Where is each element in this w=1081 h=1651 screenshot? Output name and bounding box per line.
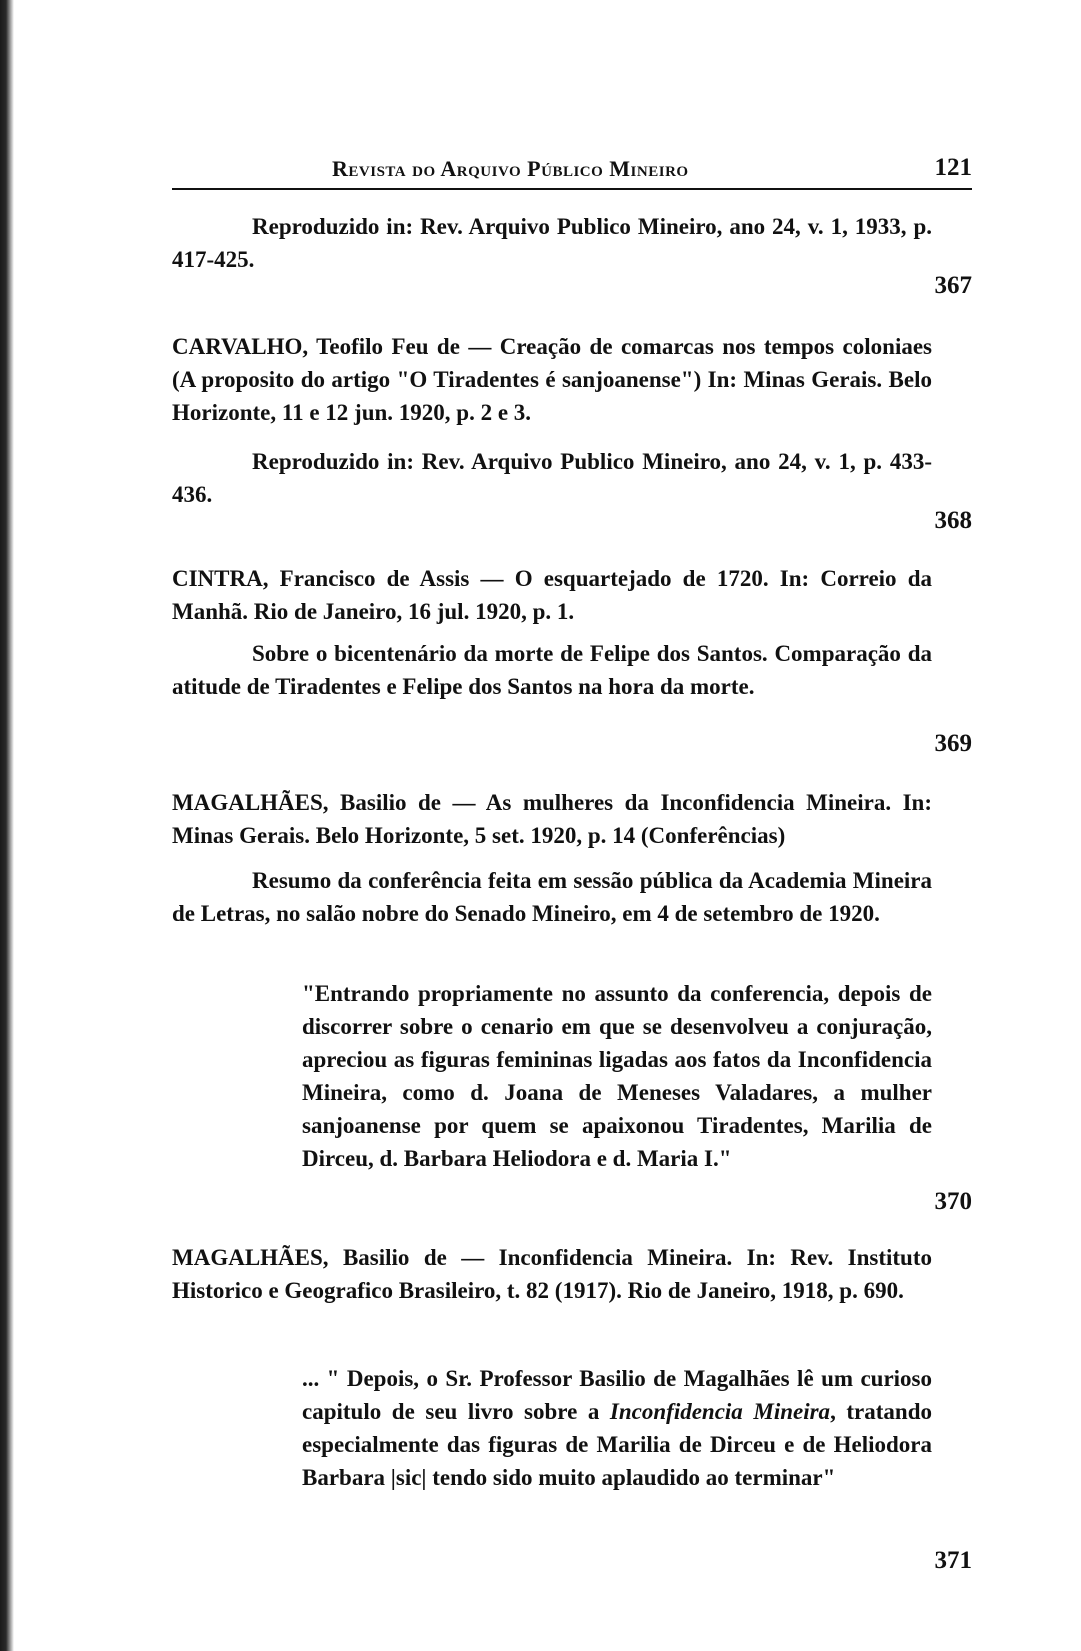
running-header bbox=[172, 152, 972, 190]
citation: MAGALHÃES, Basilio de — Inconfidencia Mineira. In: Rev. Instituto Historico e Geografico Brasileiro, t. 82 (1917). Rio de Janeiro, 1918, p. 690. bbox=[172, 1245, 932, 1303]
quote-text: , tratando especialmente das figuras de Marilia de Dirceu e de Heliodora Barbara |sic| tendo sido muito aplaudido ao terminar" bbox=[302, 1399, 932, 1490]
entry-number: 369 bbox=[934, 730, 972, 757]
reproduced-note: Reproduzido in: Rev. Arquivo Publico Mineiro, ano 24, v. 1, p. 433-436. bbox=[172, 449, 932, 507]
quotation bbox=[302, 1362, 932, 1494]
note: Resumo da conferência feita em sessão pública da Academia Mineira de Letras, no salão nobre do Senado Mineiro, em 4 de setembro de 1920. bbox=[172, 868, 932, 926]
quotation: "Entrando propriamente no assunto da conferencia, depois de discorrer sobre o cenario em que se desenvolveu a conjuração, apreciou as figuras femininas ligadas aos fatos da Inconfidencia Mineira, como d. Joana de Meneses Valadares, a mulher sanjoanense por quem se apaixonou Tiradentes, Marilia de Dirceu, d. Barbara Heliodora e d. Maria I." bbox=[302, 981, 932, 1171]
citation: MAGALHÃES, Basilio de — As mulheres da Inconfidencia Mineira. In: Minas Gerais. Belo Horizonte, 5 set. 1920, p. 14 (Conferências) bbox=[172, 790, 932, 848]
citation: CARVALHO, Teofilo Feu de — Creação de comarcas nos tempos coloniaes (A proposito do artigo "O Tiradentes é sanjoanense") In: Minas Gerais. Belo Horizonte, 11 e 12 jun. 1920, p. 2 e 3. bbox=[172, 334, 932, 425]
citation: CINTRA, Francisco de Assis — O esquartejado de 1720. In: Correio da Manhã. Rio de Janeiro, 16 jul. 1920, p. 1. bbox=[172, 566, 932, 624]
entry-number: 367 bbox=[934, 272, 972, 299]
note: Sobre o bicentenário da morte de Felipe dos Santos. Comparação da atitude de Tiradentes e Felipe dos Santos na hora da morte. bbox=[172, 641, 932, 699]
quote-italic-title: Inconfidencia Mineira bbox=[609, 1399, 831, 1424]
entry-number: 371 bbox=[934, 1547, 972, 1574]
quote-text: ... " Depois, o Sr. Professor Basilio de Magalhães lê um curioso capitulo de seu livro sobre a bbox=[302, 1366, 932, 1424]
entry-number: 370 bbox=[934, 1188, 972, 1215]
journal-title: Revista do Arquivo Público Mineiro bbox=[332, 156, 689, 181]
reproduced-note: Reproduzido in: Rev. Arquivo Publico Mineiro, ano 24, v. 1, 1933, p. 417-425. bbox=[172, 214, 932, 272]
page-number: 121 bbox=[934, 154, 972, 181]
scan-binding-edge bbox=[0, 0, 14, 1651]
entry-number: 368 bbox=[934, 507, 972, 534]
